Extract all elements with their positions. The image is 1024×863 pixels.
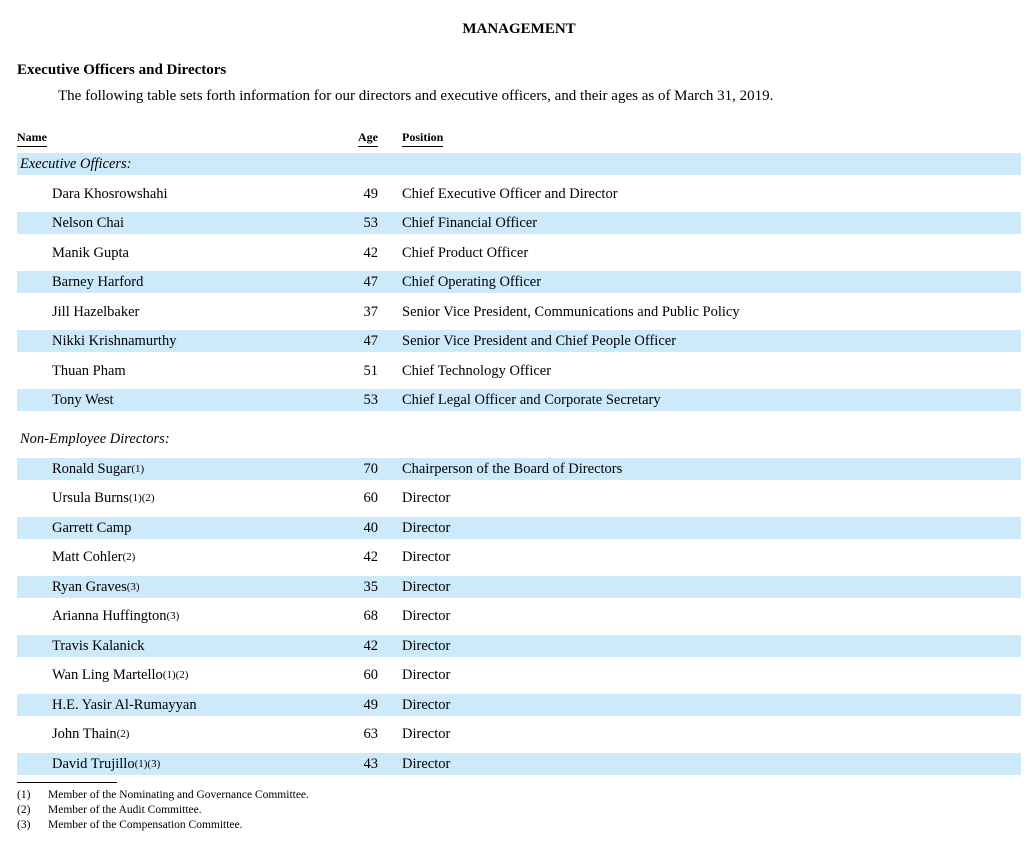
footnote-refs: (3)	[126, 580, 140, 593]
name-cell	[17, 664, 340, 686]
name-cell	[17, 517, 340, 539]
name-cell	[17, 389, 340, 411]
person-name: Nelson Chai	[52, 215, 125, 231]
person-position: Director	[402, 578, 451, 595]
footnote-item	[17, 788, 1021, 803]
footnote-marker: (1)	[17, 789, 31, 801]
name-cell	[17, 546, 340, 568]
person-age: 42	[363, 244, 378, 261]
section-label: Non-Employee Directors:	[20, 431, 170, 447]
person-name: Travis Kalanick	[52, 637, 145, 654]
footnote-marker: (3)	[17, 819, 31, 831]
name-cell	[17, 576, 340, 598]
table-row	[17, 301, 1021, 323]
person-position: Director	[402, 637, 451, 654]
person-name: Ryan Graves	[52, 578, 127, 595]
footnote-refs: (1)(3)	[134, 757, 161, 770]
person-name: Garrett Camp	[52, 519, 132, 536]
person-age: 51	[363, 362, 378, 379]
footnote-refs: (3)	[166, 610, 180, 622]
footnote-refs: (1)(2)	[162, 669, 189, 681]
person-name: Arianna Huffington	[52, 608, 167, 624]
person-position: Director	[402, 755, 451, 772]
footnote-item	[17, 818, 1021, 833]
person-name: Barney Harford	[52, 274, 144, 290]
intro-paragraph: The following table sets forth information for our directors and executive officers, and their ages as of March 31, 2019.	[58, 88, 774, 104]
table-section-row	[17, 428, 1021, 450]
person-name: Wan Ling Martello	[52, 667, 163, 683]
person-position: Senior Vice President and Chief People Officer	[402, 333, 677, 349]
name-cell	[17, 753, 340, 775]
person-position: Director	[402, 696, 451, 713]
person-position: Director	[402, 490, 451, 506]
name-cell	[17, 723, 340, 745]
table-row	[17, 635, 1021, 657]
name-column-header	[17, 131, 340, 147]
table-row	[17, 753, 1021, 775]
person-position: Senior Vice President, Communications and Public Policy	[402, 303, 740, 320]
person-age: 63	[363, 726, 378, 742]
name-cell	[17, 360, 340, 382]
table-body	[17, 153, 1021, 775]
person-age: 47	[363, 274, 378, 290]
table-row	[17, 546, 1021, 568]
person-age: 43	[363, 755, 378, 772]
person-age: 68	[363, 608, 378, 624]
table-row	[17, 360, 1021, 382]
person-name: Ronald Sugar	[52, 460, 132, 477]
person-name: John Thain	[52, 726, 117, 742]
position-header-label: Position	[402, 131, 443, 147]
person-name: Ursula Burns	[52, 490, 129, 506]
footnotes	[17, 788, 1021, 833]
person-age: 42	[363, 637, 378, 654]
footnote-text: Member of the Audit Committee.	[48, 804, 202, 816]
age-header-label: Age	[358, 131, 378, 147]
person-age: 49	[363, 696, 378, 713]
name-cell	[17, 301, 340, 323]
person-age: 49	[363, 185, 378, 202]
person-age: 60	[363, 490, 378, 506]
table-row	[17, 389, 1021, 411]
table-row	[17, 487, 1021, 509]
person-position: Director	[402, 726, 451, 742]
table-row	[17, 723, 1021, 745]
name-cell	[17, 605, 340, 627]
person-position: Director	[402, 549, 451, 565]
person-age: 42	[363, 549, 378, 565]
person-name: Manik Gupta	[52, 244, 129, 261]
person-age: 53	[363, 215, 378, 231]
document-page	[0, 21, 1024, 833]
footnote-text: Member of the Compensation Committee.	[48, 819, 243, 831]
footnote-refs: (1)(2)	[128, 492, 155, 504]
table-row	[17, 576, 1021, 598]
person-name: Thuan Pham	[52, 362, 126, 379]
person-name: David Trujillo	[52, 755, 135, 772]
age-column-header	[340, 131, 378, 147]
person-position: Director	[402, 667, 451, 683]
person-age: 47	[363, 333, 378, 349]
person-name: Matt Cohler	[52, 549, 123, 565]
person-position: Chief Product Officer	[402, 244, 529, 261]
footnote-marker: (2)	[17, 804, 31, 816]
name-cell	[17, 183, 340, 205]
table-row	[17, 694, 1021, 716]
person-name: Nikki Krishnamurthy	[52, 333, 177, 349]
person-name: H.E. Yasir Al-Rumayyan	[52, 696, 197, 713]
name-cell	[17, 242, 340, 264]
footnote-divider	[17, 782, 117, 783]
person-position: Chief Financial Officer	[402, 215, 538, 231]
table-row	[17, 330, 1021, 352]
name-cell	[17, 487, 340, 509]
table-row	[17, 664, 1021, 686]
person-name: Jill Hazelbaker	[52, 303, 140, 320]
person-age: 70	[363, 460, 378, 477]
footnote-item	[17, 803, 1021, 818]
person-age: 35	[363, 578, 378, 595]
table-section-row	[17, 153, 1021, 175]
name-cell	[17, 458, 340, 480]
footnote-text: Member of the Nominating and Governance Committee.	[48, 789, 309, 801]
position-column-header	[402, 131, 443, 147]
person-position: Director	[402, 608, 451, 624]
table-header-row	[17, 131, 1021, 147]
page-title: MANAGEMENT	[462, 21, 576, 37]
person-age: 40	[363, 519, 378, 536]
table-row	[17, 271, 1021, 293]
section-label: Executive Officers:	[20, 156, 132, 172]
person-name: Dara Khosrowshahi	[52, 185, 168, 202]
table-row	[17, 517, 1021, 539]
table-row	[17, 212, 1021, 234]
table-row	[17, 605, 1021, 627]
footnote-refs: (2)	[116, 728, 130, 740]
person-age: 53	[363, 392, 378, 408]
section-heading: Executive Officers and Directors	[17, 62, 227, 78]
name-header-label: Name	[17, 131, 47, 147]
person-position: Chief Executive Officer and Director	[402, 185, 618, 202]
footnote-refs: (1)	[131, 462, 145, 475]
name-cell	[17, 635, 340, 657]
person-name: Tony West	[52, 392, 114, 408]
person-position: Chief Legal Officer and Corporate Secretary	[402, 392, 661, 408]
name-cell	[17, 694, 340, 716]
person-position: Chief Operating Officer	[402, 274, 542, 290]
table-row	[17, 458, 1021, 480]
footnote-refs: (2)	[122, 551, 136, 563]
name-cell	[17, 212, 340, 234]
person-age: 60	[363, 667, 378, 683]
person-position: Chairperson of the Board of Directors	[402, 460, 623, 477]
table-row	[17, 242, 1021, 264]
name-cell	[17, 271, 340, 293]
person-position: Chief Technology Officer	[402, 362, 552, 379]
table-row	[17, 183, 1021, 205]
person-position: Director	[402, 519, 451, 536]
name-cell	[17, 330, 340, 352]
person-age: 37	[363, 303, 378, 320]
